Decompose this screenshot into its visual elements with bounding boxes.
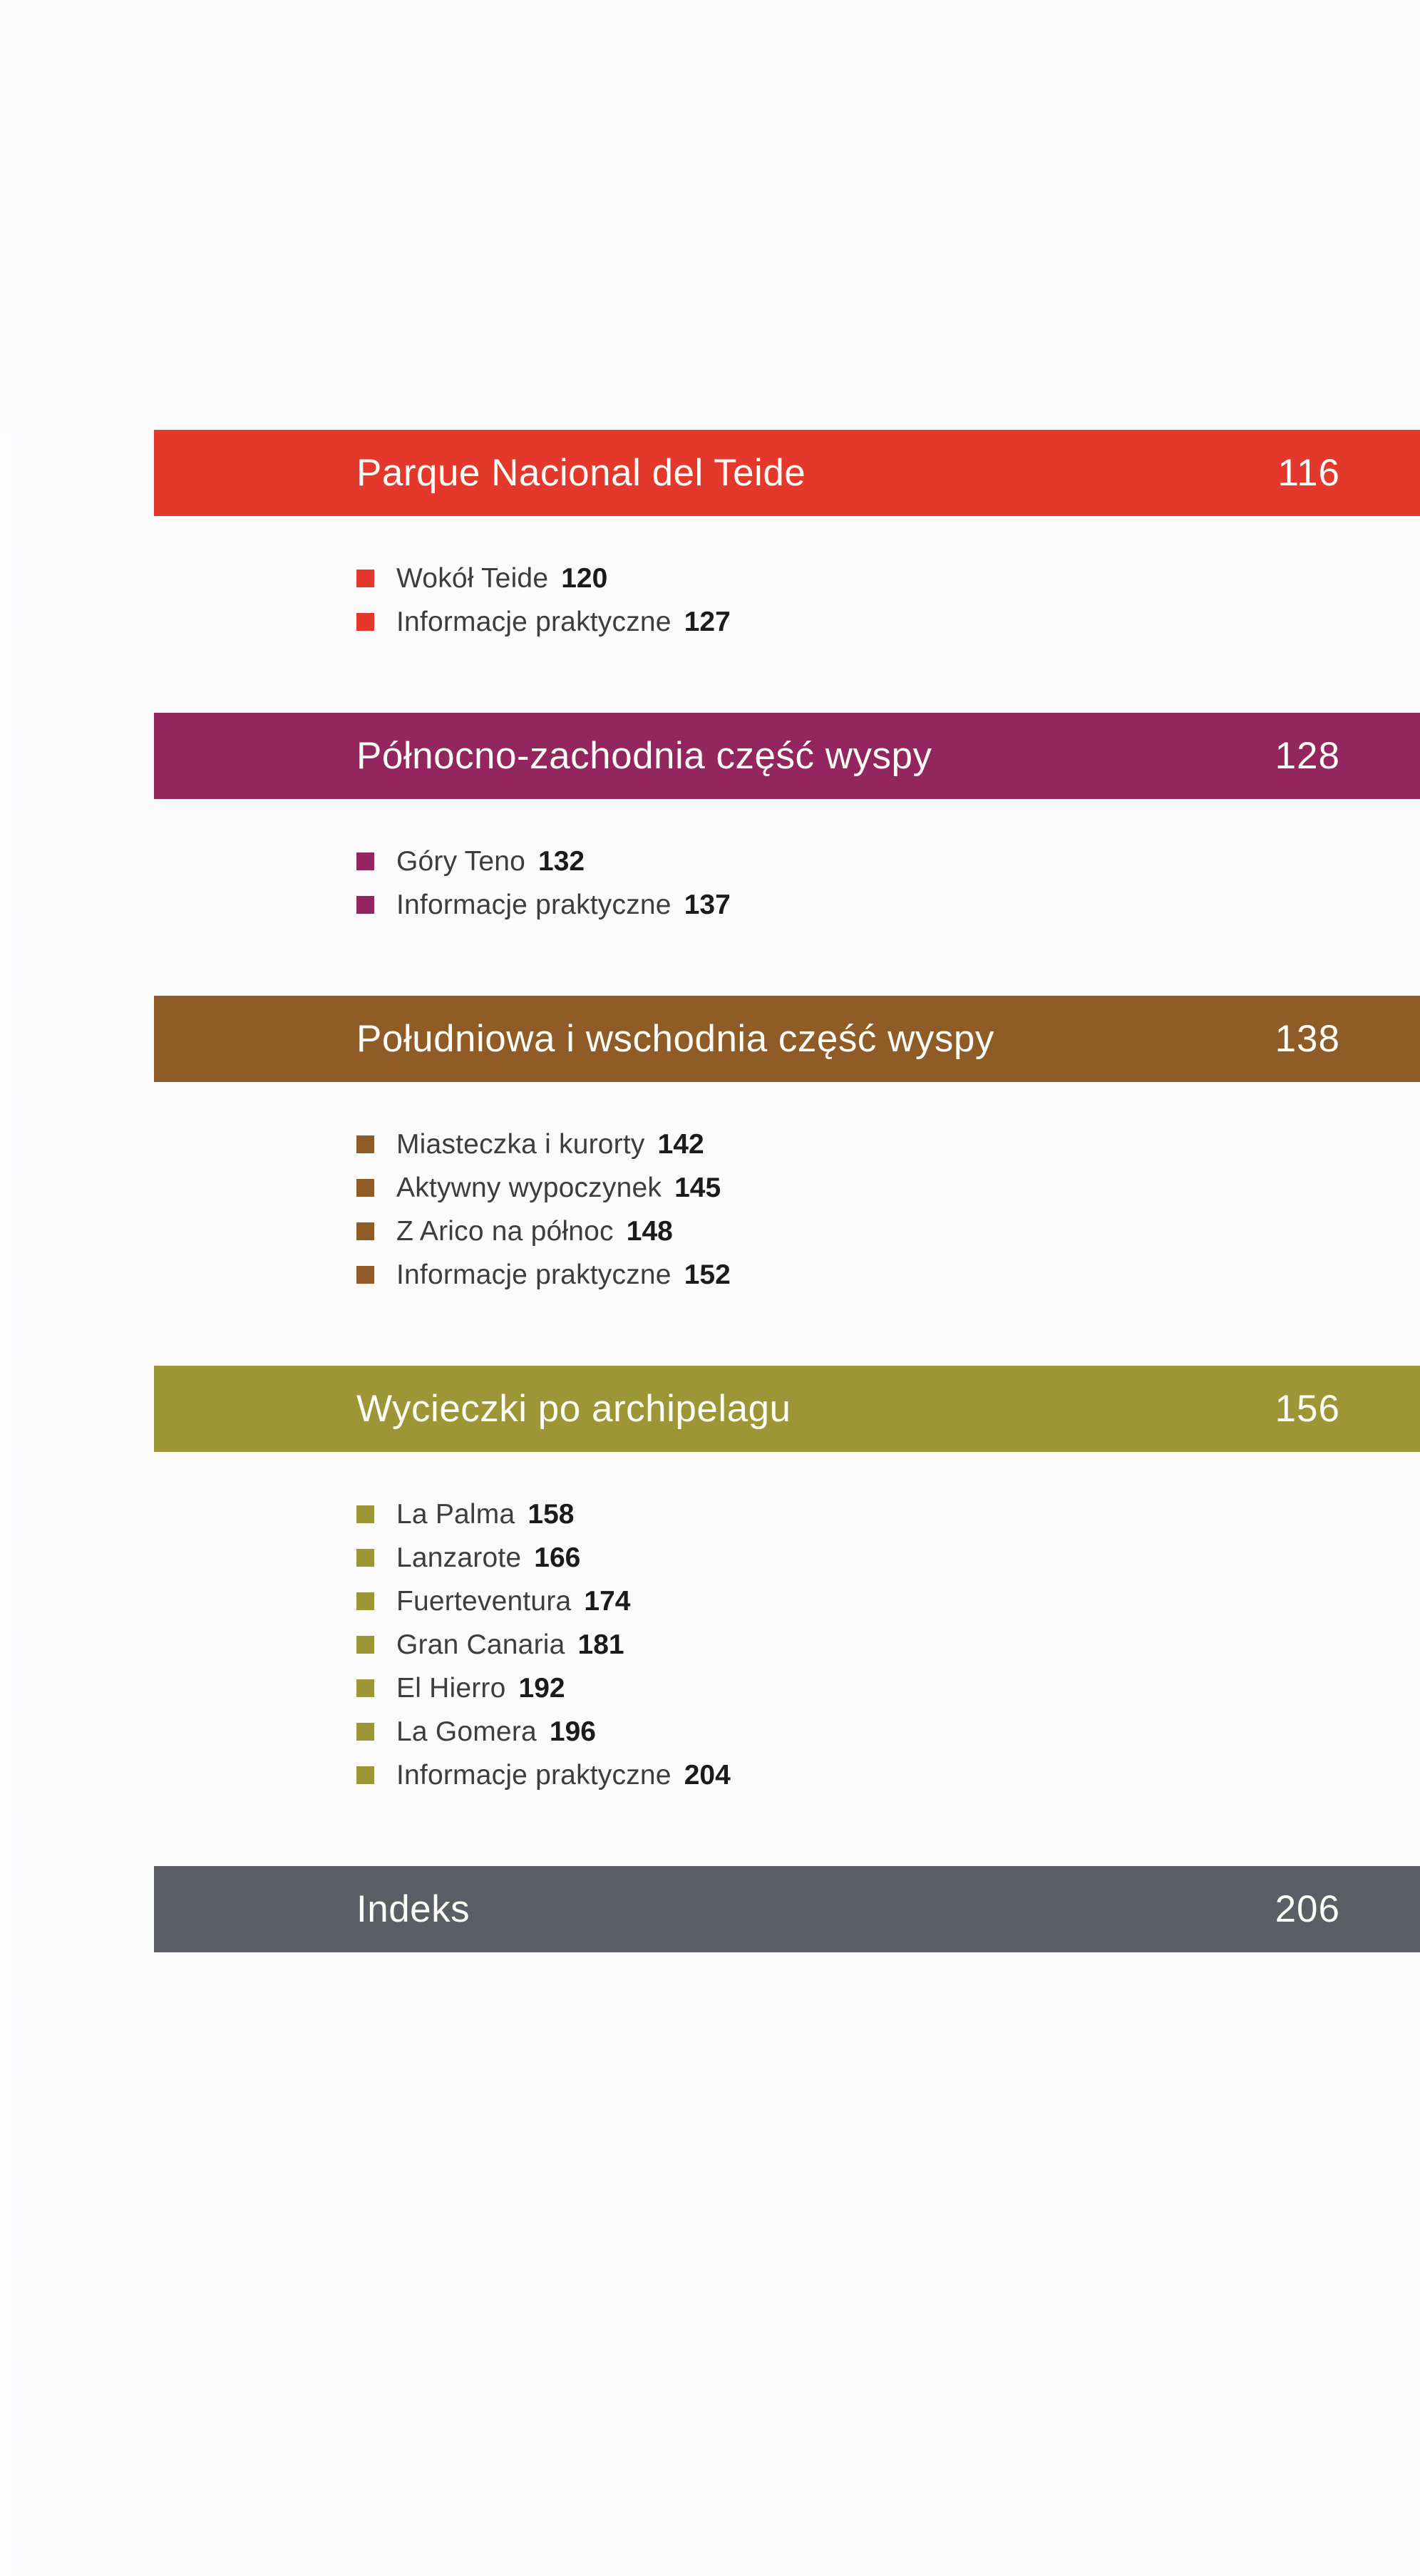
section-page-number: 206 (1275, 1888, 1340, 1930)
bullet-square-icon (356, 1179, 374, 1197)
section-items-list (356, 1493, 1420, 1797)
item-label: Informacje praktyczne (396, 606, 672, 637)
toc-item (356, 600, 1420, 644)
item-page-number: 137 (684, 889, 731, 920)
section-title: Parque Nacional del Teide (356, 452, 806, 494)
item-label: Wokół Teide (396, 562, 549, 594)
section-page-number: 156 (1275, 1388, 1340, 1430)
bullet-square-icon (356, 1592, 374, 1610)
toc-item (356, 1253, 1420, 1297)
bullet-square-icon (356, 1723, 374, 1741)
section-page-number: 116 (1277, 452, 1340, 494)
toc-item (356, 1166, 1420, 1210)
section-page-number: 128 (1275, 735, 1340, 777)
item-label: Lanzarote (396, 1542, 522, 1573)
item-page-number: 181 (577, 1629, 624, 1660)
toc-section-indeks (0, 1866, 1420, 1952)
bullet-square-icon (356, 1505, 374, 1523)
toc-item (356, 1666, 1420, 1710)
section-title: Indeks (356, 1888, 470, 1930)
section-banner (154, 430, 1420, 516)
toc-item (356, 1210, 1420, 1253)
item-label: Z Arico na północ (396, 1215, 614, 1247)
item-label: El Hierro (396, 1672, 506, 1704)
toc-item (356, 1536, 1420, 1580)
section-banner (154, 996, 1420, 1082)
item-page-number: 148 (626, 1215, 673, 1247)
section-banner (154, 1866, 1420, 1952)
section-items-list (356, 557, 1420, 644)
toc-item (356, 840, 1420, 883)
toc-section-polnocno-zachodnia (0, 713, 1420, 927)
bullet-square-icon (356, 613, 374, 631)
item-page-number: 132 (538, 845, 585, 877)
item-label: Informacje praktyczne (396, 1259, 672, 1290)
toc-item (356, 1580, 1420, 1623)
toc-item (356, 1493, 1420, 1536)
item-page-number: 204 (684, 1759, 731, 1791)
toc-item (356, 1623, 1420, 1666)
item-label: Aktywny wypoczynek (396, 1172, 662, 1203)
toc-item (356, 883, 1420, 927)
section-title: Wycieczki po archipelagu (356, 1388, 791, 1430)
section-title: Północno-zachodnia część wyspy (356, 735, 932, 777)
bullet-square-icon (356, 1636, 374, 1654)
bullet-square-icon (356, 1266, 374, 1284)
item-label: Informacje praktyczne (396, 1759, 672, 1791)
bullet-square-icon (356, 1766, 374, 1784)
item-page-number: 152 (684, 1259, 731, 1290)
bullet-square-icon (356, 570, 374, 587)
item-page-number: 174 (584, 1585, 631, 1617)
bullet-square-icon (356, 852, 374, 870)
section-items-list (356, 840, 1420, 927)
bullet-square-icon (356, 1679, 374, 1697)
item-label: Gran Canaria (396, 1629, 565, 1660)
section-banner (154, 1366, 1420, 1452)
bullet-square-icon (356, 1549, 374, 1567)
toc-section-wycieczki (0, 1366, 1420, 1797)
toc-item (356, 557, 1420, 600)
item-page-number: 158 (528, 1498, 575, 1530)
item-page-number: 120 (561, 562, 608, 594)
item-label: La Palma (396, 1498, 515, 1530)
toc-item (356, 1753, 1420, 1797)
toc-section-poludniowa-wschodnia (0, 996, 1420, 1297)
item-page-number: 145 (674, 1172, 721, 1203)
item-page-number: 192 (518, 1672, 565, 1704)
section-banner (154, 713, 1420, 799)
item-page-number: 196 (549, 1716, 596, 1747)
bullet-square-icon (356, 1222, 374, 1240)
toc-item (356, 1123, 1420, 1166)
item-label: Miasteczka i kurorty (396, 1128, 645, 1160)
section-title: Południowa i wschodnia część wyspy (356, 1018, 994, 1060)
item-label: Fuerteventura (396, 1585, 572, 1617)
toc-item (356, 1710, 1420, 1753)
item-page-number: 142 (657, 1128, 704, 1160)
item-page-number: 166 (534, 1542, 581, 1573)
item-label: Informacje praktyczne (396, 889, 672, 920)
toc-section-parque-nacional (0, 430, 1420, 644)
toc-page (0, 430, 1420, 2576)
item-label: Góry Teno (396, 845, 526, 877)
item-page-number: 127 (684, 606, 731, 637)
item-label: La Gomera (396, 1716, 537, 1747)
section-page-number: 138 (1275, 1018, 1340, 1060)
bullet-square-icon (356, 1135, 374, 1153)
bullet-square-icon (356, 896, 374, 914)
section-items-list (356, 1123, 1420, 1297)
